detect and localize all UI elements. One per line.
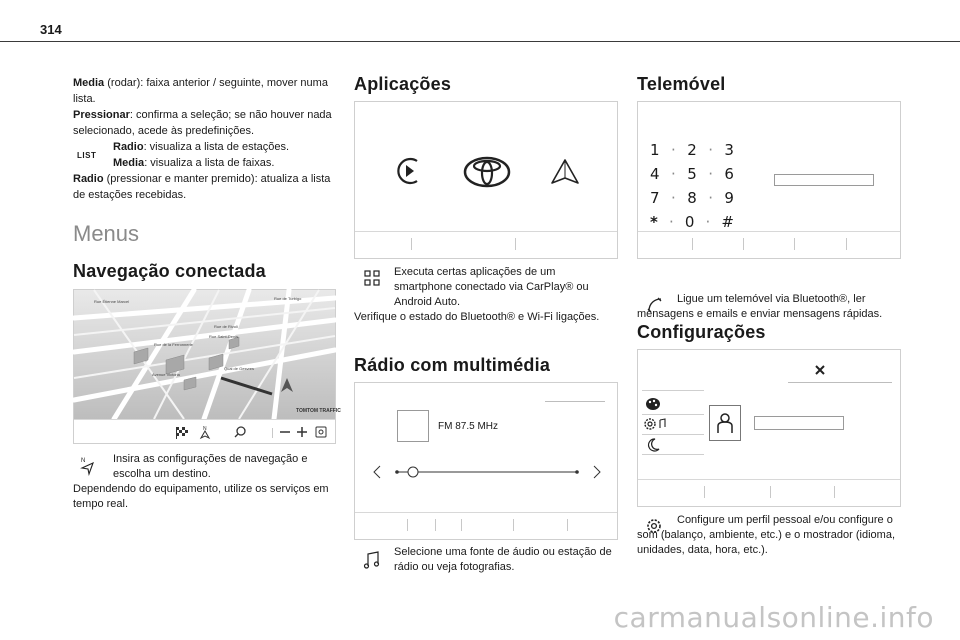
- top-right-line: [545, 401, 605, 402]
- nav-desc-2: Dependendo do equipamento, utilize os serviços em tempo real.: [73, 483, 329, 510]
- zoom-out-icon[interactable]: [279, 426, 291, 438]
- zoom-in-icon[interactable]: [296, 426, 308, 438]
- map-settings-icon[interactable]: [314, 425, 328, 439]
- tuner-slider[interactable]: [395, 465, 579, 479]
- list-button-icon: LIST: [77, 151, 97, 160]
- key-star[interactable]: *: [650, 213, 658, 231]
- intro-paragraph: [73, 75, 341, 203]
- android-auto-icon[interactable]: [550, 158, 580, 186]
- radio-desc: Selecione uma fonte de áudio ou estação de rádio ou veja fotografias.: [394, 546, 612, 573]
- street-label: Rue de Rivoli: [214, 324, 238, 329]
- moon-icon[interactable]: [646, 438, 660, 452]
- svg-text:N: N: [203, 426, 207, 432]
- compass-icon[interactable]: [199, 425, 211, 439]
- phone-screen: [637, 101, 901, 259]
- carplay-icon[interactable]: [395, 156, 423, 186]
- settings-sound-icon[interactable]: [643, 417, 669, 431]
- apps-heading: Aplicações: [354, 74, 452, 94]
- station-frequency: FM 87.5 MHz: [438, 421, 499, 432]
- media-text: (rodar): faixa anterior / seguinte, mover numa lista.: [73, 77, 328, 105]
- radio-screen: [354, 382, 618, 540]
- next-station-icon[interactable]: [592, 465, 602, 479]
- page-number: 314: [40, 22, 62, 37]
- key-9[interactable]: 9: [724, 189, 734, 207]
- menus-heading: Menus: [73, 221, 140, 246]
- profile-box[interactable]: [709, 405, 741, 441]
- close-icon[interactable]: [814, 364, 826, 376]
- radio-label: Radio: [113, 141, 144, 153]
- toyota-icon[interactable]: [463, 156, 511, 188]
- profile-name-field[interactable]: [754, 416, 844, 430]
- key-1[interactable]: 1: [650, 141, 660, 159]
- top-rule: [0, 41, 960, 42]
- nav-map: [74, 290, 341, 419]
- watermark: carmanualsonline.info: [613, 601, 934, 634]
- street-label: Avenue Victoria: [152, 372, 180, 377]
- header-line: [788, 382, 892, 383]
- phone-heading: Telemóvel: [637, 74, 726, 94]
- media2-text: : visualiza a lista de faixas.: [144, 157, 275, 169]
- radio2-text: (pressionar e manter premido): atualiza a lista de estações recebidas.: [73, 173, 331, 201]
- press-text: : confirma a seleção; se não houver nada selecionado, acede às predefinições.: [73, 109, 332, 137]
- tomtom-logo: TOMTOM TRAFFIC: [296, 408, 341, 414]
- key-7[interactable]: 7: [650, 189, 660, 207]
- street-label: Quai de Gesvres: [224, 366, 255, 371]
- key-8[interactable]: 8: [687, 189, 697, 207]
- nav-heading: Navegação conectada: [73, 261, 266, 281]
- phone-desc: Ligue um telemóvel via Bluetooth®, ler mensagens e emails e enviar mensagens rápidas.: [637, 293, 883, 320]
- apps-desc-1: Executa certas aplicações de um smartphone conectado via CarPlay® ou Android Auto.: [394, 266, 589, 308]
- radio-text: : visualiza a lista de estações.: [143, 141, 290, 153]
- nav-description: [73, 452, 341, 512]
- apps-screen: [354, 101, 618, 259]
- press-label: Pressionar: [73, 109, 130, 121]
- settings-screen: [637, 349, 901, 507]
- side-line: [642, 454, 704, 455]
- number-entry-field[interactable]: [774, 174, 874, 186]
- radio2-label: Radio: [73, 173, 104, 185]
- side-line: [642, 434, 704, 435]
- svg-text:N: N: [81, 458, 86, 464]
- media2-label: Media: [113, 157, 145, 169]
- key-hash[interactable]: #: [721, 213, 734, 231]
- station-artwork: [397, 410, 429, 442]
- street-label: Rue Étienne Marcel: [94, 299, 130, 304]
- radio-heading: Rádio com multimédia: [354, 355, 551, 375]
- apps-desc-2: Verifique o estado do Bluetooth® e Wi-Fi ligações.: [354, 311, 600, 323]
- street-label: Rue de Turbigo: [274, 296, 302, 301]
- settings-description: [637, 513, 903, 558]
- key-5[interactable]: 5: [687, 165, 697, 183]
- key-2[interactable]: 2: [687, 141, 697, 159]
- keypad-row: 4 · 5 · 6: [650, 162, 734, 186]
- nav-screen: [73, 289, 341, 444]
- key-4[interactable]: 4: [650, 165, 660, 183]
- key-6[interactable]: 6: [724, 165, 734, 183]
- side-line: [642, 414, 704, 415]
- key-3[interactable]: 3: [724, 141, 734, 159]
- keypad-row: * · 0 · #: [650, 210, 734, 234]
- keypad-row: 7 · 8 · 9: [650, 186, 734, 210]
- apps-description: [354, 265, 616, 325]
- side-line: [642, 390, 704, 391]
- street-label: Rue de la Ferronnerie: [154, 342, 193, 347]
- key-0[interactable]: 0: [684, 213, 695, 231]
- search-icon[interactable]: [234, 426, 246, 438]
- palette-icon[interactable]: [645, 397, 661, 411]
- street-label: Rue Saint-Denis: [209, 334, 239, 339]
- keypad: [650, 138, 740, 234]
- flag-icon[interactable]: [176, 427, 188, 439]
- media-label: Media: [73, 77, 105, 89]
- radio-description: [354, 545, 616, 575]
- phone-description: [637, 292, 903, 322]
- profile-icon: [715, 412, 735, 434]
- prev-station-icon[interactable]: [372, 465, 382, 479]
- settings-heading: Configurações: [637, 322, 766, 342]
- nav-desc-1: Insira as configurações de navegação e escolha um destino.: [113, 453, 308, 480]
- settings-desc: Configure um perfil pessoal e/ou configure o som (balanço, ambiente, etc.) e o mostrador (idioma, unidades, data, hora, etc.).: [637, 514, 896, 556]
- keypad-row: 1 · 2 · 3: [650, 138, 734, 162]
